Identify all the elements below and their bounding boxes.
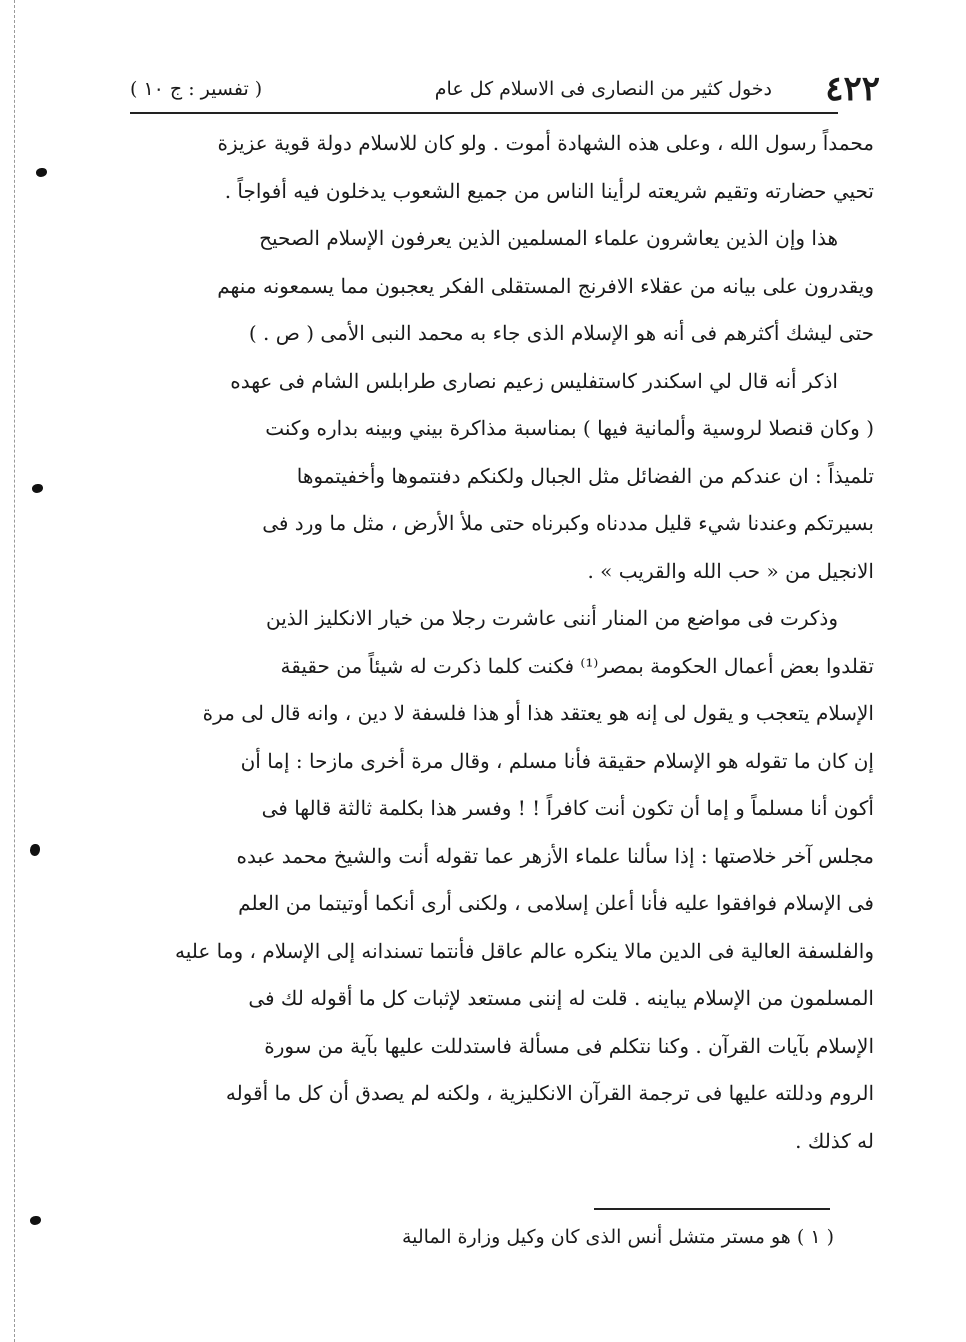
footnote-divider bbox=[594, 1208, 830, 1210]
text-line: أكون أنا مسلماً و إما أن تكون أنت كافراً ! ! وفسر هذا بكلمة ثالثة قالها فى bbox=[261, 796, 874, 820]
text-line: الروم ودللته عليها فى ترجمة القرآن الانكليزية ، ولكنه لم يصدق أن كل ما أقوله bbox=[225, 1081, 874, 1105]
text-line: إن كان ما تقوله هو الإسلام حقيقة فأنا مسلم ، وقال مرة أخرى مازحا : إما أن bbox=[240, 748, 874, 773]
text-line: تلميذاً : ان عندكم من الفضائل مثل الجبال ولكنكم دفنتموها وأخفيتموها bbox=[296, 463, 874, 488]
text-line: الإسلام بآيات القرآن . وكنا نتكلم فى مسألة فاستدللت عليها بآية من سورة bbox=[264, 1033, 874, 1058]
text-line: ويقدرون على بيانه من عقلاء الافرنج المستقلى الفكر يعجبون مما يسمعونه منهم bbox=[217, 273, 874, 298]
text-line: مجلس آخر خلاصتها : إذا سألنا علماء الأزهر عما تقوله أنت والشيخ محمد عبده bbox=[236, 843, 874, 868]
text-line: محمداً رسول الله ، وعلى هذه الشهادة أموت . ولو كان للاسلام دولة قوية عزيزة bbox=[217, 131, 874, 155]
text-line: تقلدوا بعض أعمال الحكومة بمصر⁽¹⁾ فكنت كلما ذكرت له شيئاً من حقيقة bbox=[280, 653, 874, 678]
text-line: حتى ليشك أكثرهم فى أنه هو الإسلام الذى جاء به محمد النبى الأمى ( ص . ) bbox=[248, 321, 874, 345]
scan-edge-line bbox=[14, 0, 16, 1342]
footnote: ( ١ ) هو مستر متشل أنس الذى كان وكيل وزارة المالية bbox=[401, 1226, 834, 1248]
ink-speck bbox=[36, 168, 47, 177]
ink-speck bbox=[32, 484, 43, 493]
body-text bbox=[118, 120, 874, 1165]
text-line: تحيي حضارته وتقيم شريعته لرأينا الناس من جميع الشعوب يدخلون فيه أفواجاً . bbox=[224, 178, 874, 203]
page-header bbox=[120, 66, 880, 114]
text-line: والفلسفة العالية فى الدين مالا ينكره عالم عاقل فأنتما تسندانه إلى الإسلام ، وما عليه bbox=[175, 938, 874, 963]
text-line: هذا وإن الذين يعاشرون علماء المسلمين الذين يعرفون الإسلام الصحيح bbox=[259, 226, 838, 250]
running-title: دخول كثير من النصارى فى الاسلام كل عام bbox=[434, 78, 772, 100]
text-line: اذكر أنه قال لي اسكندر كاستفليس زعيم نصارى طرابلس الشام فى عهده bbox=[230, 368, 838, 393]
text-line: الانجيل من « حب الله والقريب » . bbox=[587, 558, 874, 583]
header-reference: ( تفسير : ج ١٠ ) bbox=[130, 78, 263, 100]
text-line: وذكرت فى مواضع من المنار أننى عاشرت رجلا من خيار الانكليز الذين bbox=[265, 606, 838, 630]
header-divider bbox=[130, 112, 838, 114]
text-line: له كذلك . bbox=[795, 1128, 874, 1153]
text-line: بسيرتكم وعندنا شيء قليل مددناه وكبرناه حتى ملأ الأرض ، مثل ما ورد فى bbox=[262, 511, 874, 535]
ink-speck bbox=[30, 844, 40, 856]
page-number: ٤٢٢ bbox=[825, 69, 880, 109]
text-line: المسلمون من الإسلام يباينه . قلت له إننى مستعد لإثبات كل ما أقوله لك فى bbox=[248, 986, 874, 1010]
text-line: فى الإسلام فوافقوا عليه فأنا أعلن إسلامى ، ولكنى أرى أنكما أوتيتما من العلم bbox=[238, 891, 874, 915]
text-line: ( وكان قنصلا لروسية وألمانية فيها ) بمناسبة مذاكرة بيني وبينه بداره وكنت bbox=[265, 416, 874, 440]
text-line: الإسلام يتعجب و يقول لى إنه هو يعتقد هذا أو هذا فلسفة لا دين ، وانه قال لى مرة bbox=[202, 701, 874, 725]
ink-speck bbox=[30, 1216, 41, 1225]
